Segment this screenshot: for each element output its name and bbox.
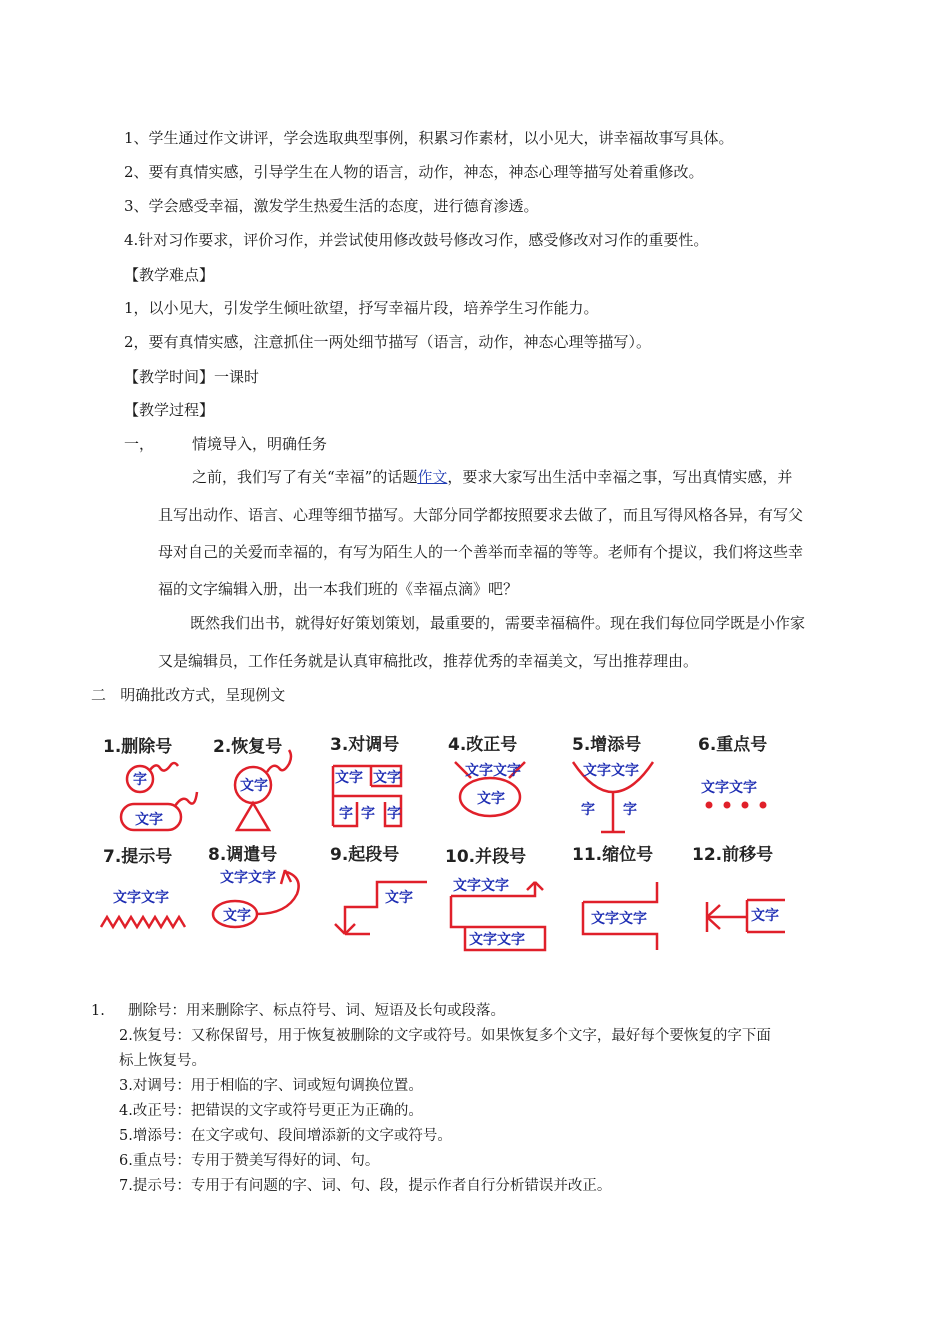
list-item-text: 删除号：用来删除字、标点符号、词、短语及长句或段落。	[128, 1003, 506, 1019]
list-item-6	[119, 1149, 379, 1170]
difficulty-2: 2，要有真情实感，注意抓住一两处细节描写（语言，动作，神态心理等描写）。	[124, 333, 652, 351]
time-line: 【教学时间】一课时	[124, 368, 260, 386]
step1-number: 一，	[124, 435, 155, 453]
para1-line3: 母对自己的关爱而幸福的，有写为陌生人的一个善举而幸福的等等。老师有个提议，我们将这些幸	[158, 543, 804, 561]
list-item-5	[119, 1124, 452, 1145]
svg-text:文字文字: 文字文字	[220, 870, 276, 886]
mark-title-8: 8.调遣号	[208, 845, 278, 865]
para1-line1-text-a: 之前，我们写了有关“幸福”的话题	[192, 468, 418, 486]
svg-text:文字: 文字	[335, 770, 363, 786]
svg-text:字: 字	[339, 806, 353, 822]
svg-text:字: 字	[623, 802, 637, 818]
svg-text:文字: 文字	[373, 770, 401, 786]
list-item-num: 7.	[119, 1178, 133, 1194]
mark-title-2: 2.恢复号	[213, 737, 283, 757]
objective-1: 1、学生通过作文讲评，学会选取典型事例，积累习作素材，以小见大，讲幸福故事写具体。	[124, 129, 734, 147]
svg-text:字: 字	[133, 772, 147, 788]
list-item-text: 恢复号：又称保留号，用于恢复被删除的文字或符号。如果恢复多个文字，最好每个要恢复的字下面	[132, 1028, 771, 1044]
svg-text:字: 字	[387, 806, 401, 822]
proofreading-marks-svg	[95, 722, 795, 962]
svg-text:文字文字: 文字文字	[113, 890, 169, 906]
objective-4: 4.针对习作要求，评价习作，并尝试使用修改鼓号修改习作，感受修改对习作的重要性。	[124, 231, 709, 249]
list-item-num: 2.	[119, 1028, 133, 1044]
list-item-num: 6.	[119, 1153, 133, 1169]
key-point-dots	[706, 802, 767, 809]
para1-line1-text-b: ，要求大家写出生活中幸福之事，写出真情实感，并	[447, 468, 793, 486]
list-item-2-cont: 标上恢复号。	[119, 1053, 206, 1069]
para1-line2: 且写出动作、语言、心理等细节描写。大部分同学都按照要求去做了，而且写得风格各异，有写父	[158, 506, 804, 524]
svg-text:文字: 文字	[385, 890, 413, 906]
svg-text:文字: 文字	[223, 908, 251, 924]
mark-title-12: 12.前移号	[692, 845, 774, 865]
new-paragraph-mark	[335, 882, 427, 934]
list-item-num: 5.	[119, 1128, 133, 1144]
svg-text:文字文字: 文字文字	[469, 932, 525, 948]
list-item-text: 增添号：在文字或句、段间增添新的文字或符号。	[132, 1128, 452, 1144]
svg-text:字: 字	[581, 802, 595, 818]
svg-text:文字文字: 文字文字	[583, 763, 639, 779]
svg-text:文字文字: 文字文字	[591, 911, 647, 927]
svg-text:文字: 文字	[135, 812, 163, 828]
svg-text:文字文字: 文字文字	[701, 780, 757, 796]
mark-title-7: 7.提示号	[103, 847, 173, 867]
list-item-text: 对调号：用于相临的字、词或短句调换位置。	[132, 1078, 423, 1094]
mark-title-5: 5.增添号	[572, 735, 642, 755]
list-item-num: 3.	[119, 1078, 133, 1094]
step1-title: 情境导入，明确任务	[192, 435, 328, 453]
difficulty-heading: 【教学难点】	[124, 266, 215, 284]
mark-title-4: 4.改正号	[448, 735, 518, 755]
list-item-text: 重点号：专用于赞美写得好的词、句。	[132, 1153, 380, 1169]
svg-text:文字文字: 文字文字	[465, 763, 521, 779]
step2-heading: 二 明确批改方式，呈现例文	[91, 686, 286, 704]
mark-title-9: 9.起段号	[330, 845, 400, 865]
hint-mark	[101, 917, 185, 927]
list-item-text: 改正号：把错误的文字或符号更正为正确的。	[132, 1103, 423, 1119]
list-item-text: 提示号：专用于有问题的字、词、句、段，提示作者自行分析错误并改正。	[132, 1178, 612, 1194]
list-item-num: 1.	[91, 1003, 105, 1019]
svg-text:字: 字	[361, 806, 375, 822]
objective-2: 2、要有真情实感，引导学生在人物的语言，动作，神态，神态心理等描写处着重修改。	[124, 163, 704, 181]
mark-title-11: 11.缩位号	[572, 845, 654, 865]
svg-text:文字: 文字	[240, 778, 268, 794]
essay-link[interactable]: 作文	[417, 468, 448, 486]
proofreading-marks-figure	[95, 722, 795, 962]
process-heading: 【教学过程】	[124, 401, 215, 419]
list-item-2	[119, 1024, 771, 1045]
list-item-4	[119, 1099, 423, 1120]
list-item-7	[119, 1174, 611, 1195]
para1-line4: 福的文字编辑入册，出一本我们班的《幸福点滴》吧？	[158, 580, 519, 598]
mark-title-10: 10.并段号	[445, 847, 527, 867]
list-item-num: 4.	[119, 1103, 133, 1119]
list-item-1	[91, 999, 505, 1020]
mark-title-6: 6.重点号	[698, 735, 768, 755]
objective-3: 3、学会感受幸福，激发学生热爱生活的态度，进行德育渗透。	[124, 197, 539, 215]
mark-title-1: 1.删除号	[103, 737, 173, 757]
para2-line1: 既然我们出书，就得好好策划策划，最重要的，需要幸福稿件。现在我们每位同学既是小作家	[190, 614, 806, 632]
para1-line1	[192, 466, 792, 487]
list-item-3	[119, 1074, 423, 1095]
svg-text:文字文字: 文字文字	[453, 878, 509, 894]
para2-line2: 又是编辑员，工作任务就是认真审稿批改，推荐优秀的幸福美文，写出推荐理由。	[158, 652, 699, 670]
svg-text:文字: 文字	[477, 791, 505, 807]
svg-text:文字: 文字	[751, 908, 779, 924]
difficulty-1: 1，以小见大，引发学生倾吐欲望，抒写幸福片段，培养学生习作能力。	[124, 299, 599, 317]
mark-title-3: 3.对调号	[330, 735, 400, 755]
